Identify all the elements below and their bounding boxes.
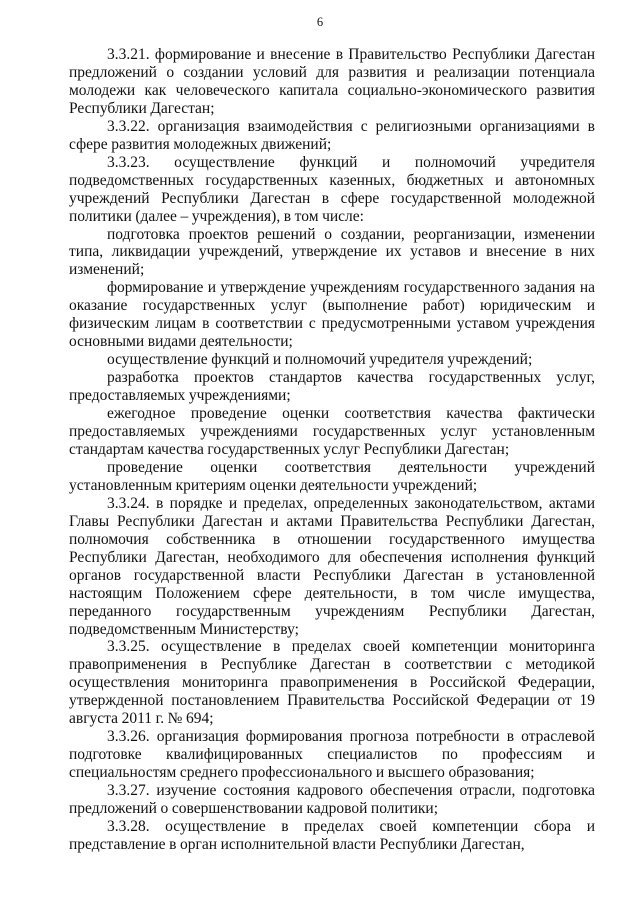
paragraph-3-3-27: 3.3.27. изучение состояния кадрового обеспечения отрасли, подготовка предложений о совершенствовании кадровой политики; (69, 782, 595, 818)
paragraph-subitem-founder-functions: осуществление функций и полномочий учредителя учреждений; (107, 351, 533, 369)
paragraph-3-3-21: 3.3.21. формирование и внесение в Правительство Республики Дагестан предложений о создании условий для развития и реализации потенциала молодежи как человеческого капитала социально-экономического развития Республики Дагестан; (69, 46, 595, 117)
paragraph-subitem-state-assignment: формирование и утверждение учреждениям государственного задания на оказание государственных услуг (выполнение работ) юридическим и физическим лицам в соответствии с предусмотренными уставом учреждения основными видами деятельности; (69, 279, 595, 351)
paragraph-3-3-22: 3.3.22. организация взаимодействия с религиозными организациями в сфере развития молодежных движений; (69, 117, 595, 153)
paragraph-3-3-24: 3.3.24. в порядке и пределах, определенных законодательством, актами Главы Республики Дагестан и актами Правительства Республики Дагестан, полномочия собственника в отношении государственного имущества Республики Дагестан, необходимого для обеспечения исполнения функций органов государственной власти Республики Дагестан в установленной настоящим Положением сфере деятельности, в том числе имущества, переданного государственным учреждениям Республики Дагестан, подведомственным Министерству; (69, 494, 595, 638)
paragraph-3-3-26: 3.3.26. организация формирования прогноза потребности в отраслевой подготовке квалифицированных специалистов по профессиям и специальностям среднего профессионального и высшего образования; (69, 728, 595, 782)
paragraph-subitem-reorganization: подготовка проектов решений о создании, реорганизации, изменении типа, ликвидации учреждений, утверждение их уставов и внесение в них изменений; (69, 225, 595, 279)
paragraph-subitem-standards: разработка проектов стандартов качества государственных услуг, предоставляемых учреждениями; (69, 369, 595, 405)
paragraph-3-3-25: 3.3.25. осуществление в пределах своей компетенции мониторинга правоприменения в Республике Дагестан в соответствии с методикой осуществления мониторинга правоприменения в Российской Федерации, утвержденной постановлением Правительства Российской Федерации от 19 августа 2011 г. № 694; (69, 638, 595, 728)
page-number: 6 (316, 15, 324, 29)
paragraph-subitem-quality-assessment: ежегодное проведение оценки соответствия качества фактически предоставляемых учреждениями государственных услуг установленным стандартам качества государственных услуг Республики Дагестан; (69, 405, 595, 458)
paragraph-3-3-23: 3.3.23. осуществление функций и полномочий учредителя подведомственных государственных казенных, бюджетных и автономных учреждений Республики Дагестан в сфере государственной молодежной политики (далее – учреждения), в том числе: (69, 153, 595, 225)
paragraph-3-3-28: 3.3.28. осуществление в пределах своей компетенции сбора и представление в орган исполнительной власти Республики Дагестан, (69, 817, 595, 853)
paragraph-subitem-activity-assessment: проведение оценки соответствия деятельности учреждений установленным критериям оценки деятельности учреждений; (69, 458, 595, 494)
document-body (69, 46, 595, 854)
